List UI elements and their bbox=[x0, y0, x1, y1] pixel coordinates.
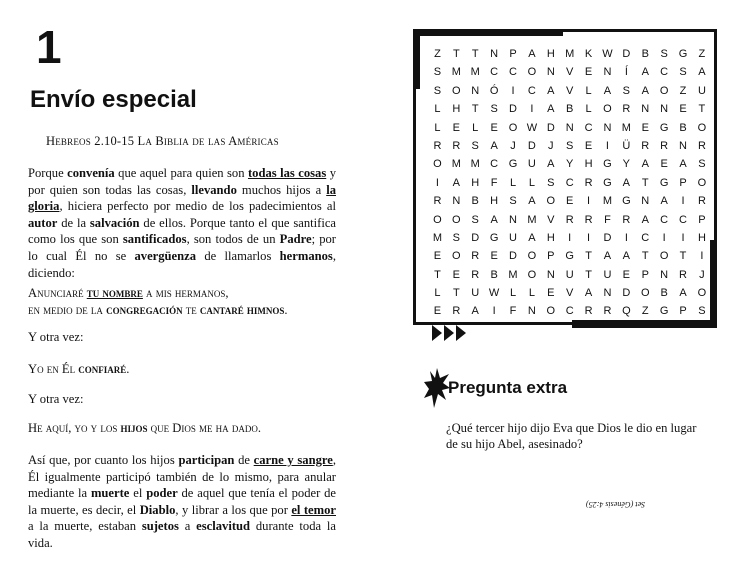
grid-letter: N bbox=[679, 139, 687, 152]
grid-letter: G bbox=[622, 195, 631, 208]
grid-letter: P bbox=[641, 268, 649, 281]
grid-letter: T bbox=[471, 48, 479, 60]
grid-letter: R bbox=[471, 268, 480, 281]
grid-letter: E bbox=[452, 121, 460, 134]
grid-letter: A bbox=[547, 158, 555, 171]
grid-row bbox=[428, 266, 712, 284]
grid-letter: H bbox=[584, 158, 593, 171]
grid-letter: N bbox=[546, 66, 555, 79]
grid-letter: H bbox=[490, 195, 499, 208]
grid-row bbox=[428, 192, 712, 210]
grid-letter: A bbox=[528, 195, 536, 208]
grid-letter: D bbox=[622, 287, 631, 300]
grid-letter: A bbox=[603, 250, 612, 263]
grid-letter: I bbox=[624, 231, 628, 244]
grid-letter: A bbox=[603, 84, 612, 97]
grid-letter: O bbox=[433, 158, 442, 171]
grid-row bbox=[428, 284, 712, 302]
grid-letter: R bbox=[471, 250, 480, 263]
grid-letter: U bbox=[697, 84, 706, 97]
grid-letter: I bbox=[587, 195, 591, 208]
grid-letter: C bbox=[490, 66, 499, 79]
grid-letter: I bbox=[530, 103, 534, 116]
grid-letter: H bbox=[452, 103, 461, 116]
grid-letter: A bbox=[698, 66, 706, 79]
grid-letter: G bbox=[659, 176, 669, 189]
grid-letter: A bbox=[471, 305, 479, 318]
grid-letter: S bbox=[433, 84, 442, 97]
grid-letter: G bbox=[565, 250, 574, 263]
grid-letter: T bbox=[452, 48, 460, 60]
grid-letter: Q bbox=[622, 305, 631, 318]
grid-letter: G bbox=[659, 121, 669, 134]
grid-letter: A bbox=[660, 195, 668, 208]
grid-letter: O bbox=[697, 121, 707, 134]
quote-3: He aquí, yo y los hijos que Dios me ha dado. bbox=[28, 421, 261, 435]
grid-letter: S bbox=[622, 84, 631, 97]
grid-letter: O bbox=[659, 84, 669, 97]
grid-letter: O bbox=[659, 250, 669, 263]
grid-letter: U bbox=[603, 268, 612, 281]
grid-letter: I bbox=[681, 195, 685, 208]
grid-letter: A bbox=[584, 287, 593, 300]
grid-letter: S bbox=[698, 305, 706, 318]
grid-letter: R bbox=[584, 213, 593, 226]
page-title: Envío especial bbox=[30, 86, 197, 113]
grid-letter: S bbox=[698, 158, 706, 171]
grid-letter: F bbox=[509, 305, 517, 318]
grid-letter: I bbox=[587, 231, 591, 244]
grid-letter: E bbox=[566, 195, 574, 208]
grid-letter: R bbox=[603, 305, 612, 318]
grid-letter: O bbox=[697, 287, 707, 300]
grid-letter: M bbox=[508, 268, 518, 281]
grid-letter: Z bbox=[698, 48, 706, 60]
grid-letter: W bbox=[488, 287, 500, 300]
grid-letter: S bbox=[471, 213, 479, 226]
grid-letter: G bbox=[678, 48, 688, 60]
arrows-decoration bbox=[432, 325, 468, 346]
grid-letter: O bbox=[452, 213, 461, 226]
grid-letter: I bbox=[511, 84, 515, 97]
grid-letter: N bbox=[641, 195, 650, 208]
grid-letter: A bbox=[641, 84, 649, 97]
grid-letter: J bbox=[699, 268, 705, 281]
grid-letter: R bbox=[697, 139, 706, 152]
grid-row bbox=[428, 247, 712, 265]
grid-letter: N bbox=[603, 287, 612, 300]
grid-letter: C bbox=[679, 213, 687, 226]
grid-letter: I bbox=[492, 305, 496, 318]
grid-letter: A bbox=[641, 213, 649, 226]
grid-letter: C bbox=[490, 158, 499, 171]
grid-letter: E bbox=[490, 121, 498, 134]
grid-letter: N bbox=[490, 48, 499, 60]
grid-letter: A bbox=[528, 231, 536, 244]
upside-down-answer: Set (Génesis 4:25) bbox=[586, 500, 646, 509]
grid-letter: T bbox=[679, 250, 687, 263]
grid-letter: I bbox=[568, 231, 572, 244]
grid-letter: A bbox=[528, 48, 536, 60]
grid-row bbox=[428, 302, 712, 320]
grid-letter: I bbox=[700, 250, 704, 263]
grid-letter: O bbox=[527, 250, 537, 263]
grid-letter: V bbox=[566, 66, 574, 79]
grid-letter: W bbox=[526, 121, 538, 134]
grid-letter: I bbox=[605, 139, 609, 152]
grid-letter: Z bbox=[641, 305, 649, 318]
grid-letter: A bbox=[547, 103, 555, 116]
grid-letter: U bbox=[471, 287, 480, 300]
grid-row bbox=[428, 174, 712, 192]
grid-letter: M bbox=[432, 231, 443, 244]
grid-letter: O bbox=[527, 66, 537, 79]
grid-letter: G bbox=[603, 158, 612, 171]
grid-letter: S bbox=[452, 231, 460, 244]
grid-letter: M bbox=[451, 158, 461, 171]
grid-letter: E bbox=[622, 268, 631, 281]
grid-letter: O bbox=[546, 195, 556, 208]
grid-letter: H bbox=[471, 176, 480, 189]
grid-letter: N bbox=[603, 121, 612, 134]
grid-letter: U bbox=[527, 158, 536, 171]
grid-letter: C bbox=[509, 66, 517, 79]
grid-letter: P bbox=[679, 176, 687, 189]
grid-letter: O bbox=[527, 268, 537, 281]
grid-letter: D bbox=[509, 250, 517, 263]
grid-letter: T bbox=[698, 103, 706, 116]
paragraph-1: Porque convenía que aquel para quien son todas las cosas y por quien son todas las cosas, llevando muchos hijos a la gloria, hiciera perfecto por medio de los padecimientos al autor de la salvación de ellos. Porque tanto el que santifica como los que son santificados, son todos de un Padre; por lo cual Él no se avergüenza de llamarlos hermanos, diciendo: bbox=[28, 166, 337, 280]
grid-letter: V bbox=[547, 213, 555, 226]
grid-letter: S bbox=[509, 195, 517, 208]
grid-letter: T bbox=[452, 287, 460, 300]
grid-letter: B bbox=[679, 121, 687, 134]
grid-letter: D bbox=[546, 121, 555, 134]
grid-letter: M bbox=[451, 66, 461, 79]
grid-letter: T bbox=[641, 176, 649, 189]
grid-letter: N bbox=[603, 66, 612, 79]
grid-letter: L bbox=[528, 287, 535, 300]
grid-letter: U bbox=[509, 231, 517, 244]
grid-letter: N bbox=[509, 213, 517, 226]
frame-accent-top bbox=[413, 29, 563, 36]
grid-letter: E bbox=[641, 121, 649, 134]
grid-letter: A bbox=[490, 139, 498, 152]
grid-letter: P bbox=[698, 213, 706, 226]
grid-letter: A bbox=[622, 250, 631, 263]
grid-letter: C bbox=[641, 231, 650, 244]
chapter-number: 1 bbox=[36, 21, 62, 73]
grid-letter: Ó bbox=[489, 84, 499, 97]
grid-letter: T bbox=[585, 268, 592, 281]
grid-letter: R bbox=[660, 139, 669, 152]
grid-letter: R bbox=[433, 195, 442, 208]
grid-letter: R bbox=[433, 139, 442, 152]
grid-letter: E bbox=[452, 268, 460, 281]
grid-letter: M bbox=[470, 66, 480, 79]
grid-letter: L bbox=[528, 176, 535, 189]
grid-letter: L bbox=[509, 287, 517, 300]
grid-letter: E bbox=[660, 158, 668, 171]
grid-letter: R bbox=[452, 139, 461, 152]
grid-letter: N bbox=[527, 305, 536, 318]
grid-letter: C bbox=[565, 305, 574, 318]
grid-letter: Í bbox=[624, 66, 628, 79]
grid-letter: R bbox=[679, 268, 687, 281]
transition-text-1: Y otra vez: bbox=[28, 330, 84, 344]
grid-letter: N bbox=[471, 84, 480, 97]
grid-letter: R bbox=[622, 103, 631, 116]
grid-letter: S bbox=[660, 48, 668, 60]
grid-letter: N bbox=[641, 103, 650, 116]
grid-letter: L bbox=[509, 176, 517, 189]
grid-letter: D bbox=[622, 48, 631, 60]
grid-letter: O bbox=[697, 176, 707, 189]
grid-letter: L bbox=[585, 84, 592, 97]
grid-letter: A bbox=[452, 176, 460, 189]
frame-accent-bottom bbox=[572, 320, 717, 328]
grid-letter: T bbox=[434, 268, 441, 281]
grid-letter: E bbox=[584, 66, 593, 79]
grid-letter: C bbox=[565, 176, 574, 189]
extra-question-text: ¿Qué tercer hijo dijo Eva que Dios le dio en lugar de su hijo Abel, asesinado? bbox=[446, 421, 697, 451]
grid-letter: O bbox=[508, 121, 518, 134]
grid-letter: Y bbox=[622, 158, 631, 171]
grid-letter: N bbox=[452, 195, 461, 208]
grid-letter: J bbox=[510, 139, 516, 152]
grid-letter: A bbox=[547, 84, 555, 97]
grid-row bbox=[428, 82, 712, 100]
grid-letter: A bbox=[641, 158, 649, 171]
grid-row bbox=[428, 155, 712, 173]
grid-letter: C bbox=[527, 84, 536, 97]
grid-letter: O bbox=[546, 305, 556, 318]
grid-letter: N bbox=[565, 121, 574, 134]
grid-letter: H bbox=[546, 231, 555, 244]
grid-letter: S bbox=[490, 103, 498, 116]
grid-letter: L bbox=[472, 121, 479, 134]
grid-letter: R bbox=[452, 305, 461, 318]
grid-letter: L bbox=[434, 103, 441, 116]
grid-letter: I bbox=[681, 231, 685, 244]
grid-letter: U bbox=[565, 268, 574, 281]
grid-letter: V bbox=[566, 84, 574, 97]
grid-letter: C bbox=[660, 213, 669, 226]
grid-letter: P bbox=[509, 48, 517, 60]
grid-letter: M bbox=[621, 121, 631, 134]
grid-letter: M bbox=[527, 213, 537, 226]
grid-letter: O bbox=[603, 103, 612, 116]
grid-letter: A bbox=[641, 66, 649, 79]
grid-letter: D bbox=[603, 231, 612, 244]
grid-letter: P bbox=[547, 250, 555, 263]
grid-letter: O bbox=[452, 250, 461, 263]
grid-letter: R bbox=[622, 213, 631, 226]
grid-letter: C bbox=[584, 121, 593, 134]
word-search-grid bbox=[428, 45, 712, 321]
grid-row bbox=[428, 100, 712, 118]
grid-letter: T bbox=[641, 250, 649, 263]
grid-letter: I bbox=[662, 231, 666, 244]
grid-letter: M bbox=[470, 158, 480, 171]
frame-accent-left bbox=[413, 29, 420, 89]
grid-letter: B bbox=[471, 195, 479, 208]
grid-letter: R bbox=[641, 139, 650, 152]
grid-letter: N bbox=[660, 103, 669, 116]
grid-letter: D bbox=[527, 139, 536, 152]
grid-letter: G bbox=[603, 176, 612, 189]
arrow-icon bbox=[432, 325, 442, 341]
quote-1: Anunciaré tu nombre a mis hermanos, en medio de la congregación te cantaré himnos. bbox=[28, 286, 288, 317]
grid-letter: L bbox=[434, 121, 441, 134]
grid-letter: S bbox=[566, 139, 574, 152]
grid-letter: L bbox=[585, 103, 592, 116]
grid-row bbox=[428, 45, 712, 63]
grid-letter: E bbox=[679, 103, 687, 116]
grid-letter: R bbox=[584, 305, 593, 318]
grid-row bbox=[428, 229, 712, 247]
grid-letter: F bbox=[490, 176, 498, 189]
grid-letter: D bbox=[471, 231, 480, 244]
arrow-icon bbox=[456, 325, 466, 341]
grid-letter: A bbox=[679, 158, 687, 171]
grid-letter: A bbox=[490, 213, 498, 226]
grid-letter: G bbox=[489, 231, 499, 244]
grid-letter: A bbox=[679, 287, 687, 300]
grid-letter: R bbox=[565, 213, 574, 226]
grid-row bbox=[428, 211, 712, 229]
grid-letter: T bbox=[471, 103, 479, 116]
grid-letter: S bbox=[471, 139, 479, 152]
grid-letter: E bbox=[490, 250, 498, 263]
arrow-icon bbox=[444, 325, 454, 341]
grid-letter: S bbox=[547, 176, 555, 189]
grid-letter: K bbox=[584, 48, 593, 60]
grid-letter: A bbox=[622, 176, 631, 189]
grid-letter: Z bbox=[679, 84, 687, 97]
grid-letter: M bbox=[565, 48, 575, 60]
grid-letter: G bbox=[508, 158, 518, 171]
grid-letter: B bbox=[660, 287, 668, 300]
grid-letter: O bbox=[433, 213, 442, 226]
grid-letter: W bbox=[602, 48, 613, 60]
extra-question-title: Pregunta extra bbox=[448, 378, 568, 397]
burst-icon bbox=[424, 368, 450, 408]
grid-letter: C bbox=[660, 66, 669, 79]
grid-letter: E bbox=[433, 250, 442, 263]
grid-letter: D bbox=[509, 103, 517, 116]
grid-letter: J bbox=[548, 139, 554, 152]
grid-letter: S bbox=[433, 66, 442, 79]
grid-letter: M bbox=[602, 195, 613, 208]
grid-letter: N bbox=[660, 268, 669, 281]
grid-letter: Z bbox=[434, 48, 441, 60]
quote-2: Yo en Él confiaré. bbox=[28, 362, 130, 376]
grid-letter: P bbox=[679, 305, 687, 318]
grid-row bbox=[428, 119, 712, 137]
grid-letter: H bbox=[697, 231, 706, 244]
grid-row bbox=[428, 137, 712, 155]
grid-letter: O bbox=[640, 287, 650, 300]
grid-letter: R bbox=[584, 176, 593, 189]
grid-letter: S bbox=[679, 66, 687, 79]
grid-letter: T bbox=[585, 250, 592, 263]
grid-letter: Y bbox=[566, 158, 574, 171]
grid-letter: B bbox=[641, 48, 649, 60]
grid-letter: R bbox=[697, 195, 706, 208]
grid-letter: E bbox=[547, 287, 555, 300]
grid-letter: H bbox=[546, 48, 555, 60]
paragraph-2: Así que, por cuanto los hijos participan de carne y sangre, Él igualmente participó también de lo mismo, para anular mediante la muerte el poder de aquel que tenía el poder de la muerte, es decir, el Diablo, y librar a los que por el temor a la muerte, estaban sujetos a esclavitud durante toda la vida. bbox=[28, 453, 337, 550]
grid-letter: F bbox=[604, 213, 611, 226]
transition-text-2: Y otra vez: bbox=[28, 392, 84, 406]
grid-letter: E bbox=[433, 305, 442, 318]
grid-letter: I bbox=[435, 176, 439, 189]
grid-letter: O bbox=[452, 84, 461, 97]
grid-letter: G bbox=[659, 305, 669, 318]
grid-letter: Ü bbox=[622, 139, 631, 152]
grid-letter: V bbox=[566, 287, 574, 300]
grid-letter: B bbox=[566, 103, 574, 116]
scripture-reference: Hebreos 2.10-15 La Biblia de las Américas bbox=[46, 134, 279, 148]
grid-letter: N bbox=[546, 268, 555, 281]
grid-letter: E bbox=[584, 139, 593, 152]
grid-letter: B bbox=[490, 268, 498, 281]
grid-row bbox=[428, 63, 712, 81]
grid-letter: L bbox=[434, 287, 441, 300]
